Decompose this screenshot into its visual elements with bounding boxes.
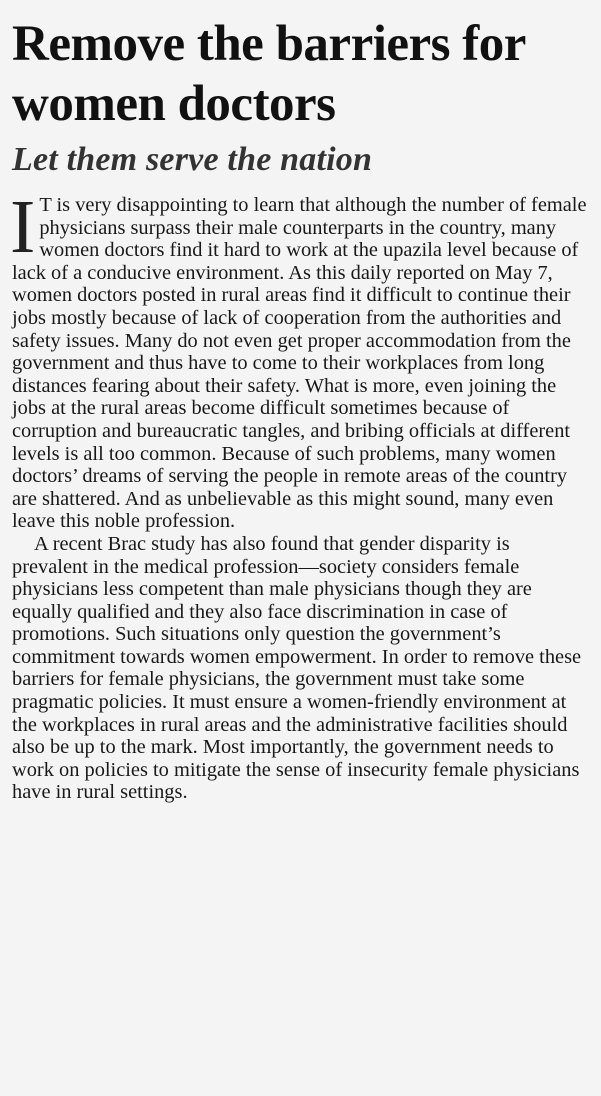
article-subheadline: Let them serve the nation [12, 141, 373, 178]
article-paragraph-2: A recent Brac study has also found that gender disparity is prevalent in the medical profession—society considers female physicians less competent than male physicians though they are equally qualified and they also face discrimination in case of promotions. Such situations only question the government’s commitment towards women empowerment. In order to remove these barriers for female physicians, the government must take some pragmatic policies. It must ensure a women-friendly environment at the workplaces in rural areas and the administrative facilities should also be up to the mark. Most importantly, the government needs to work on policies to mitigate the sense of insecurity female physicians have in rural settings. [12, 532, 582, 804]
article-headline: Remove the barriers for women doctors [12, 16, 525, 132]
article-paragraph-1 [10, 185, 589, 533]
paragraph-1-text: T is very disappointing to learn that although the number of female physicians surpass their male counterparts in the country, many women doctors find it hard to work at the upazila level because of lack of a conducive environment. As this daily reported on May 7, women doctors posted in rural areas find it difficult to continue their jobs mostly because of lack of cooperation from the authorities and safety issues. Many do not even get proper accommodation from the government and thus have to come to their workplaces from long distances fearing about their safety. What is more, even joining the jobs at the rural areas become difficult sometimes because of corruption and bureaucratic tangles, and bribing officials at different levels is all too common. Because of such problems, many women doctors’ dreams of serving the people in remote areas of the country are shattered. And as unbelievable as this might sound, many even leave this noble profession. [12, 194, 587, 533]
drop-cap: I [10, 185, 36, 269]
article-body [10, 185, 589, 804]
